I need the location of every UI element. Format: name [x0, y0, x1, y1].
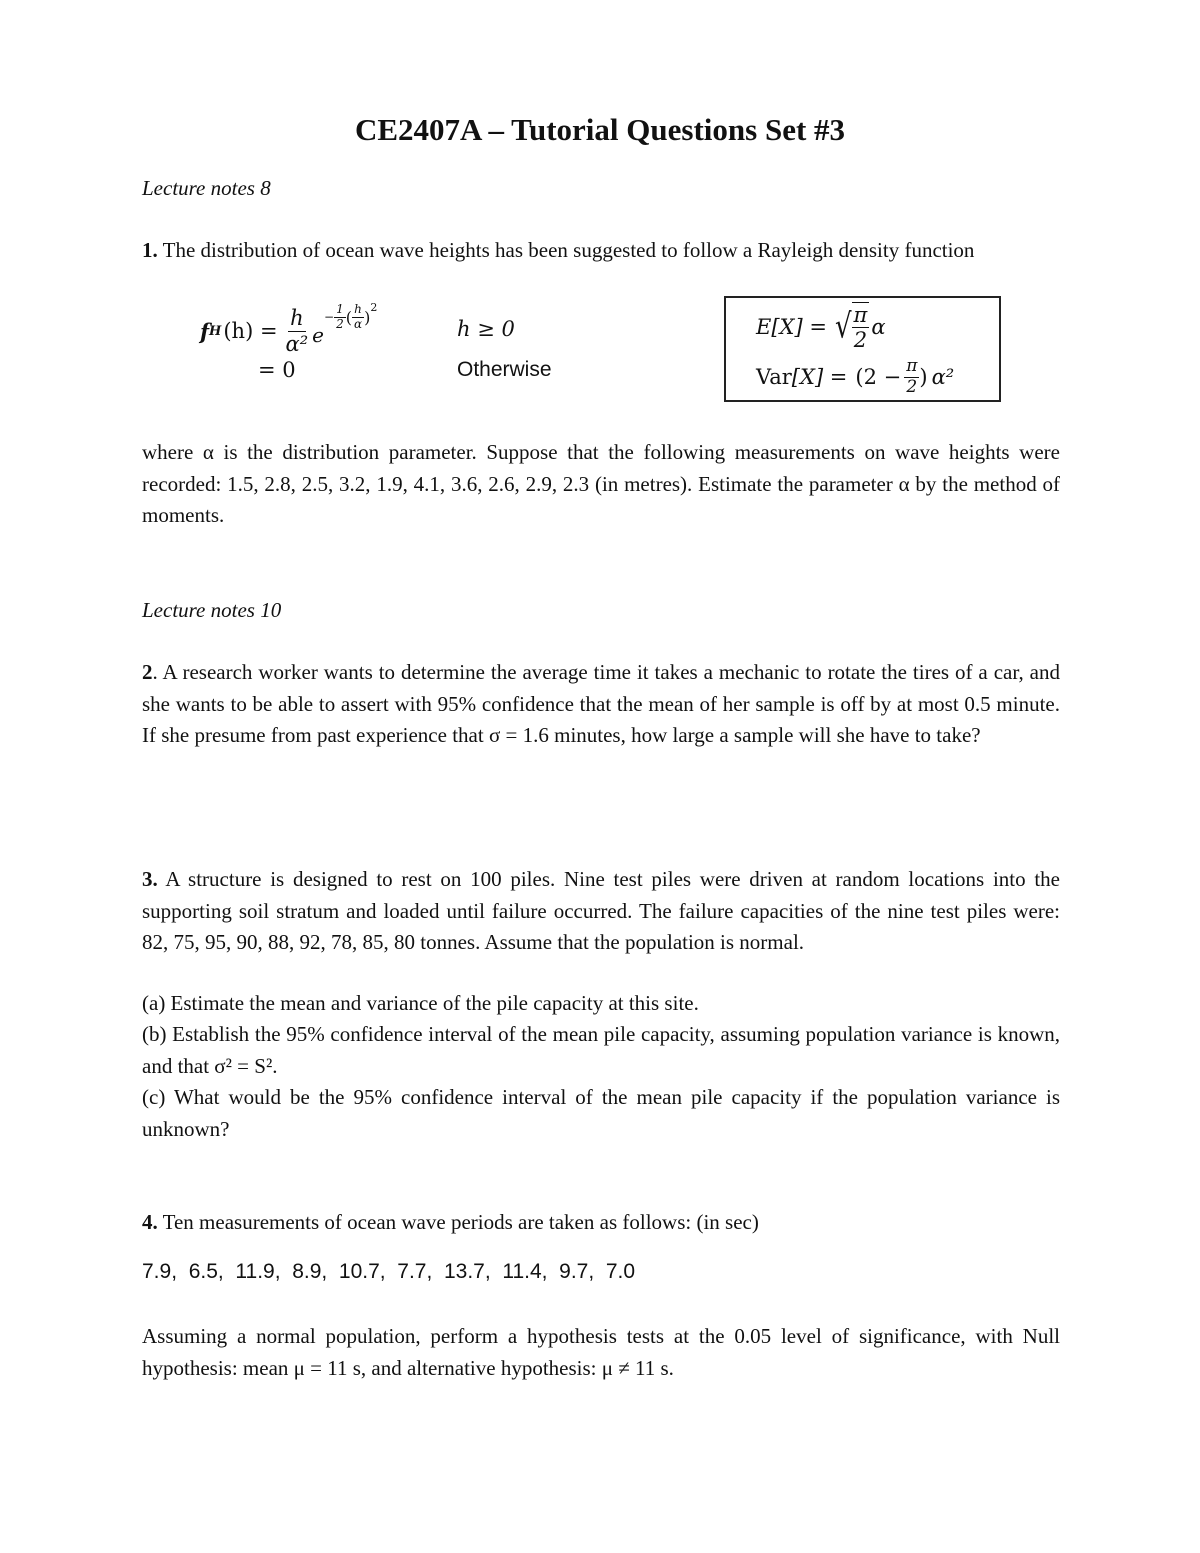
- question-1-body: where α is the distribution parameter. Suppose that the following measurements on wave heights were recorded: 1.5, 2.8, 2.5, 3.2, 1.9, 4.1, 3.6, 2.6, 2.9, 2.3 (in metres). Estimate the parameter α by the method of moments.: [142, 440, 1060, 527]
- pdf-function-argument: (h) =: [223, 319, 278, 343]
- question-1-number: 1.: [142, 238, 158, 262]
- variance-formula: [756, 354, 954, 400]
- pdf-exponent-square: 2: [370, 300, 378, 314]
- variance-fraction-num: π: [906, 355, 918, 376]
- pdf-exponent-half: [334, 303, 346, 332]
- question-4-text: Ten measurements of ocean wave periods are taken as follows: (in sec): [162, 1210, 759, 1234]
- variance-fraction: [904, 357, 919, 397]
- rayleigh-pdf-formula: [200, 300, 377, 362]
- question-3-part-c: (c) What would be the 95% confidence interval of the mean pile capacity if the population variance is unknown?: [142, 1085, 1060, 1141]
- question-3: [142, 864, 1060, 959]
- pdf-zero-value: = 0: [258, 358, 296, 382]
- pdf-fraction-numerator: h: [290, 306, 304, 331]
- pdf-exponent-ratio-num: h: [354, 301, 362, 316]
- variance-alpha: α²: [931, 365, 955, 389]
- question-3-part-a: (a) Estimate the mean and variance of the pile capacity at this site.: [142, 991, 699, 1015]
- pdf-exponent-paren-open: (: [345, 307, 352, 327]
- pdf-function-subscript: H: [209, 323, 222, 339]
- pdf-function-symbol: f: [200, 318, 210, 344]
- sqrt-icon: √: [834, 307, 852, 347]
- variance-lhs: Var: [756, 365, 792, 389]
- pdf-exponent-minus: −: [324, 310, 335, 324]
- pdf-exponent-ratio: [352, 303, 364, 332]
- question-4: [142, 1210, 759, 1235]
- question-1-intro-text: The distribution of ocean wave heights has been suggested to follow a Rayleigh density function: [162, 238, 975, 262]
- page-title: CE2407A – Tutorial Questions Set #3: [354, 112, 846, 147]
- expectation-alpha: α: [871, 315, 886, 339]
- question-3-text: A structure is designed to rest on 100 piles. Nine test piles were driven at random locations into the supporting soil stratum and loaded until failure occurred. The failure capacities of the nine test piles were: 82, 75, 95, 90, 88, 92, 78, 85, 80 tonnes. Assume that the population is normal.: [142, 867, 1060, 954]
- pdf-fraction-denominator: α²: [285, 331, 309, 356]
- question-2-number: 2: [142, 660, 153, 684]
- pdf-otherwise-label: Otherwise: [457, 358, 552, 381]
- expectation-fraction: [852, 302, 870, 352]
- variance-arg: [X] =: [791, 365, 848, 389]
- variance-close: ): [919, 365, 928, 389]
- pdf-condition: h ≥ 0: [457, 317, 515, 341]
- pdf-fraction: [284, 306, 311, 355]
- question-2: [142, 657, 1060, 752]
- pdf-exponent-ratio-den: α: [353, 316, 363, 331]
- question-3-number: 3.: [142, 867, 158, 891]
- pdf-exponential-base: e: [312, 323, 324, 347]
- variance-open: (2 −: [855, 365, 902, 389]
- question-4-data: 7.9, 6.5, 11.9, 8.9, 10.7, 7.7, 13.7, 11.4, 9.7, 7.0: [142, 1260, 636, 1283]
- moments-formula-box: [724, 296, 1001, 402]
- question-1-intro: [142, 238, 974, 263]
- question-4-hypothesis: Assuming a normal population, perform a hypothesis tests at the 0.05 level of significance, with Null hypothesis: mean μ = 11 s, and alternative hypothesis: μ ≠ 11 s.: [142, 1324, 1060, 1380]
- question-3-part-b: (b) Establish the 95% confidence interval of the mean pile capacity, assuming population variance is known, and that σ² = S².: [142, 1022, 1060, 1078]
- pdf-exponent-half-num: 1: [336, 301, 344, 316]
- section-heading-lecture-8: Lecture notes 8: [142, 176, 271, 200]
- pdf-exponent: [324, 300, 378, 332]
- pdf-exponent-paren-close: ): [364, 307, 371, 327]
- question-2-text: . A research worker wants to determine the average time it takes a mechanic to rotate the tires of a car, and she wants to be able to assert with 95% confidence that the mean of her sample is off by at most 0.5 minute. If she presume from past experience that σ = 1.6 minutes, how large a sample will she have to take?: [142, 660, 1060, 747]
- expectation-formula: [756, 304, 886, 350]
- variance-fraction-den: 2: [906, 376, 918, 397]
- expectation-fraction-num: π: [853, 302, 868, 327]
- expectation-fraction-den: 2: [853, 328, 868, 352]
- section-heading-lecture-10: Lecture notes 10: [142, 598, 282, 622]
- pdf-exponent-half-den: 2: [336, 316, 344, 331]
- question-4-number: 4.: [142, 1210, 158, 1234]
- expectation-lhs: E[X] =: [756, 315, 827, 339]
